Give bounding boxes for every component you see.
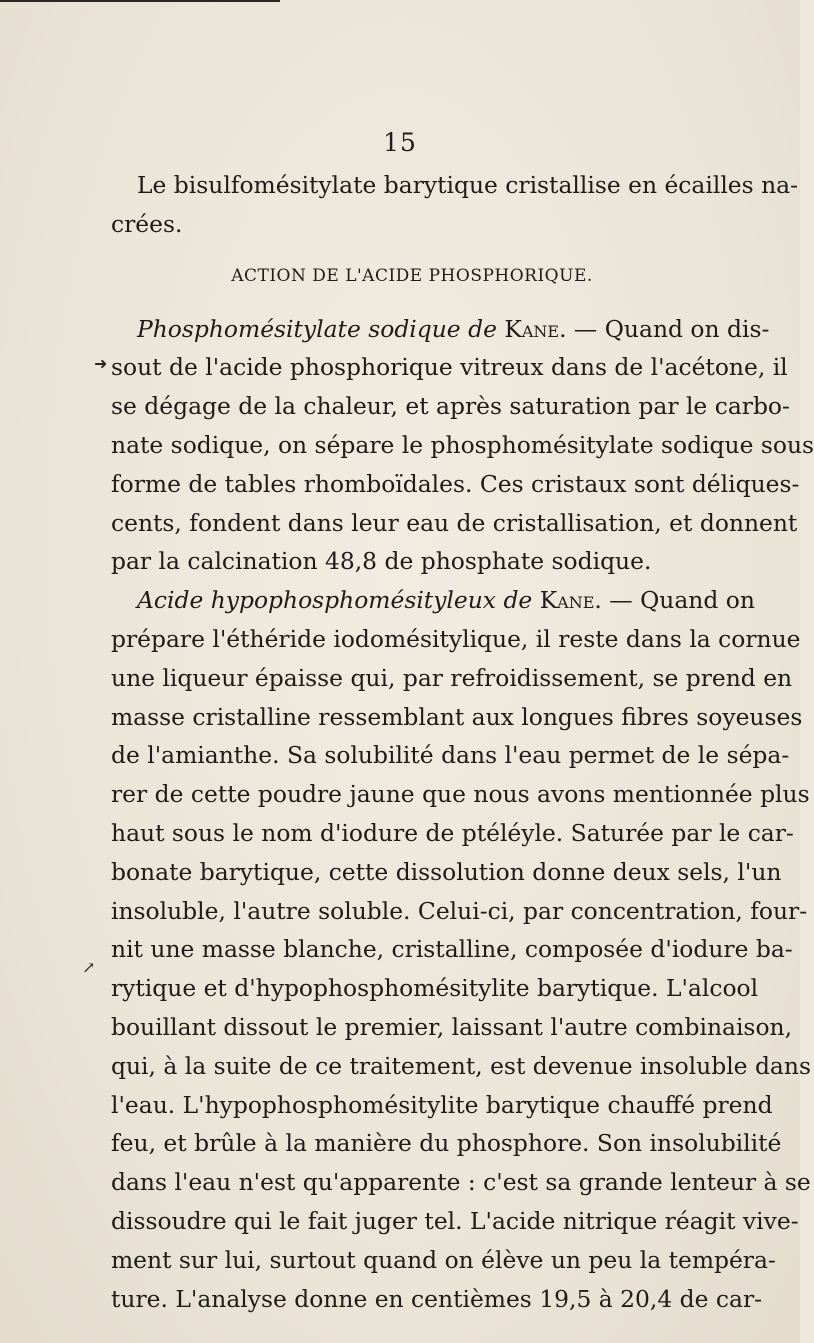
paragraph-phosphomesitylate: [111, 310, 814, 582]
text-line: rer de cette poudre jaune que nous avons mentionnée plus: [111, 780, 810, 809]
line-text: . — Quand on: [594, 586, 755, 615]
author-name: Kane: [539, 586, 595, 615]
text-line: forme de tables rhomboïdales. Ces cristaux sont déliques-: [111, 469, 800, 498]
paragraph-bisulfomesitylate: [111, 166, 798, 244]
body-text: [111, 166, 814, 1318]
author-name: Kane: [504, 314, 560, 343]
text-line: dans l'eau n'est qu'apparente : c'est sa grande lenteur à se: [111, 1168, 811, 1197]
text-line: [111, 310, 770, 349]
text-line: Le bisulfomésitylate barytique cristallise en écailles na-: [137, 171, 798, 199]
text-line: se dégage de la chaleur, et après saturation par le carbo-: [111, 392, 790, 421]
text-line: une liqueur épaisse qui, par refroidissement, se prend en: [111, 663, 793, 692]
preposition: de: [496, 586, 540, 615]
text-line: haut sous le nom d'iodure de ptéléyle. Saturée par le car-: [111, 818, 794, 847]
paragraph-hypophosphomesityleux: [111, 581, 811, 1318]
top-edge-rule: [0, 0, 280, 2]
section-heading: ACTION DE L'ACIDE PHOSPHORIQUE.: [231, 265, 593, 286]
text-line: insoluble, l'autre soluble. Celui-ci, par concentration, four-: [111, 896, 808, 925]
text-line: par la calcination 48,8 de phosphate sodique.: [111, 547, 652, 576]
compound-title: Acide hypophosphomésityleux: [137, 586, 497, 615]
text-line: ture. L'analyse donne en centièmes 19,5 à 20,4 de car-: [111, 1284, 763, 1313]
text-line: nate sodique, on sépare le phosphomésitylate sodique sous: [111, 430, 814, 459]
text-line: sout de l'acide phosphorique vitreux dans de l'acétone, il: [111, 353, 788, 382]
text-line: [111, 581, 755, 620]
text-line: qui, à la suite de ce traitement, est devenue insoluble dans: [111, 1051, 811, 1080]
margin-mark-top: ➜: [94, 354, 108, 373]
line-text: . — Quand on dis-: [559, 314, 770, 343]
text-line: feu, et brûle à la manière du phosphore. Son insolubilité: [111, 1129, 782, 1158]
page-number: 15: [383, 128, 417, 157]
text-line: cents, fondent dans leur eau de cristallisation, et donnent: [111, 508, 798, 537]
text-line: de l'amianthe. Sa solubilité dans l'eau permet de le sépa-: [111, 741, 790, 770]
text-line: l'eau. L'hypophosphomésitylite barytique chauffé prend: [111, 1090, 773, 1119]
text-line: crées.: [111, 209, 183, 238]
text-line: nit une masse blanche, cristalline, composée d'iodure ba-: [111, 935, 793, 964]
text-line: rytique et d'hypophosphomésitylite barytique. L'alcool: [111, 974, 759, 1003]
preposition: de: [460, 314, 505, 343]
compound-title: Phosphomésitylate sodique: [137, 314, 461, 343]
text-line: masse cristalline ressemblant aux longues fibres soyeuses: [111, 702, 803, 731]
text-line: bonate barytique, cette dissolution donne deux sels, l'un: [111, 857, 782, 886]
text-line: bouillant dissout le premier, laissant l'autre combinaison,: [111, 1012, 793, 1041]
margin-mark-middle: ↗: [82, 958, 96, 977]
text-line: ment sur lui, surtout quand on élève un peu la tempéra-: [111, 1245, 776, 1274]
text-line: prépare l'éthéride iodomésitylique, il reste dans la cornue: [111, 624, 801, 653]
text-line: dissoudre qui le fait juger tel. L'acide nitrique réagit vive-: [111, 1206, 799, 1235]
